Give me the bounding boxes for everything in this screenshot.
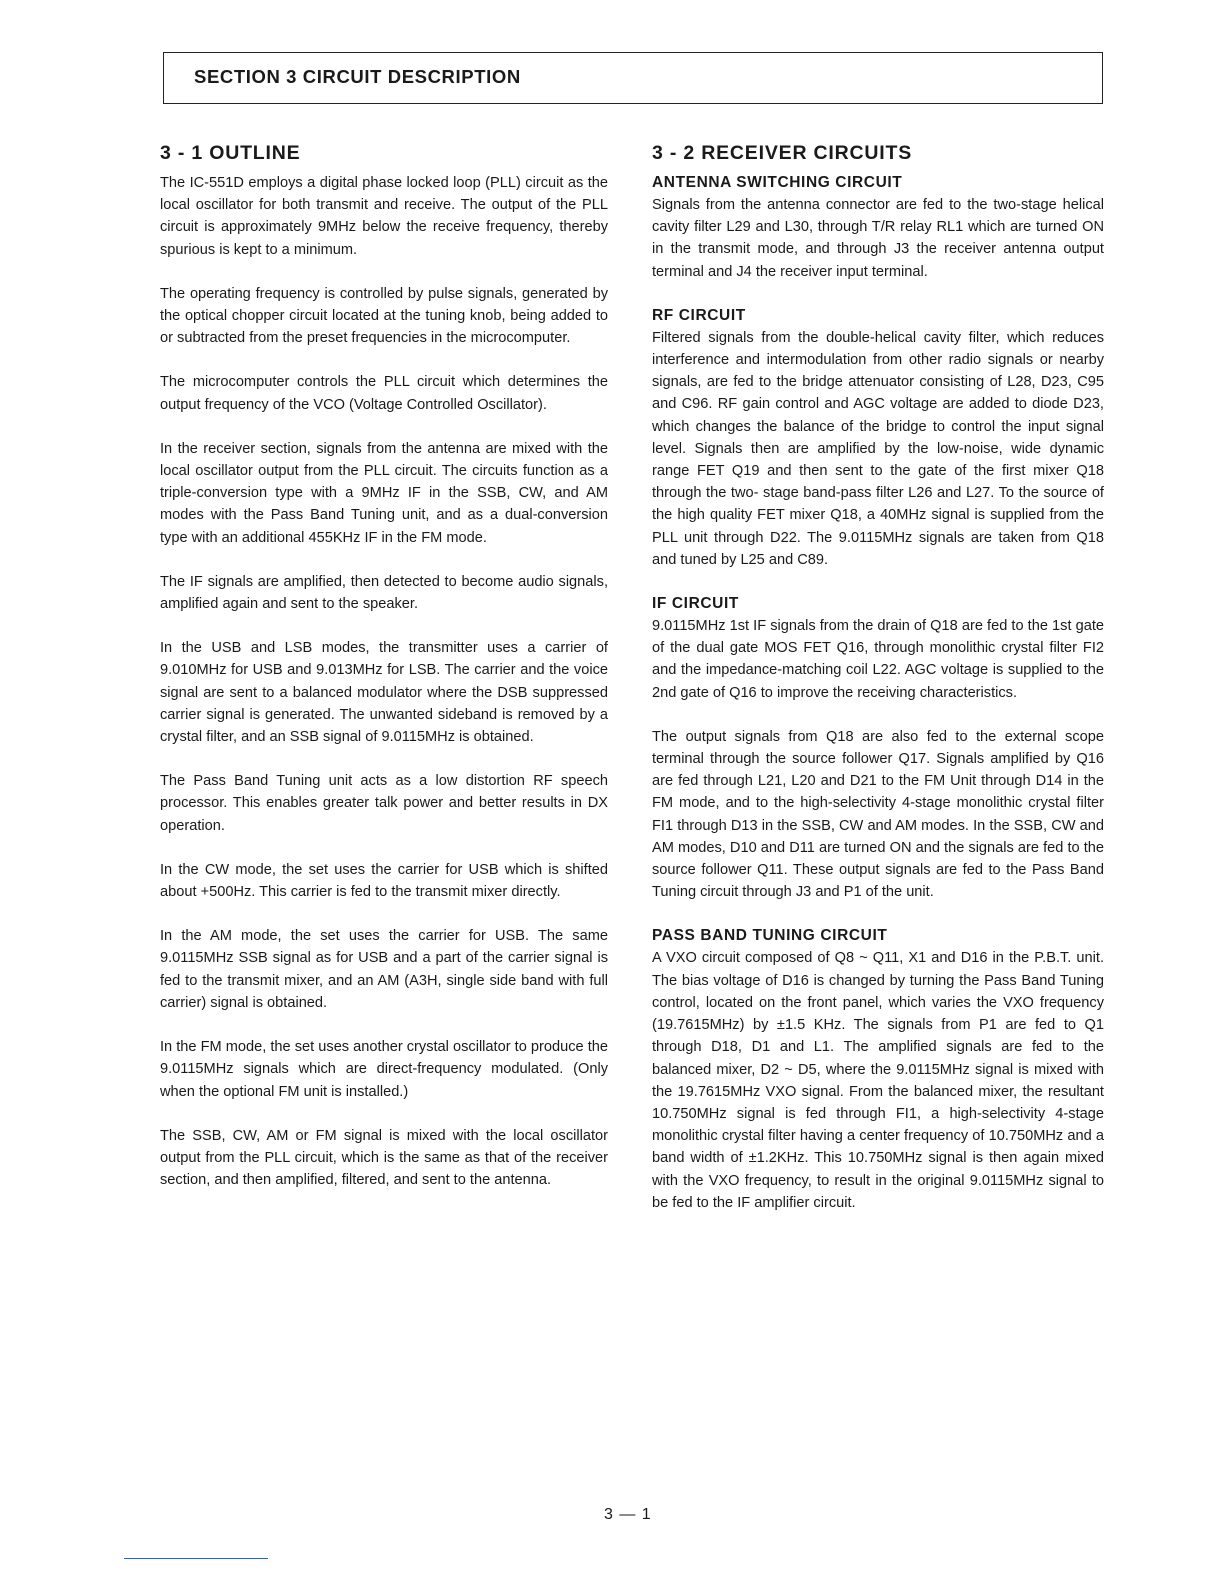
page-number: 3 — 1 [604,1506,652,1523]
section-title: SECTION 3 CIRCUIT DESCRIPTION [194,66,521,87]
antenna-switching-heading: ANTENNA SWITCHING CIRCUIT [652,174,903,191]
outline-paragraph: In the AM mode, the set uses the carrier for USB. The same 9.0115MHz SSB signal as for USB and a part of the carrier signal is fed to the transmit mixer, and an AM (A3H, single side band with full carrier) signal is obtained. [160,928,608,1011]
receiver-circuits-heading: 3 - 2 RECEIVER CIRCUITS [652,142,913,164]
outline-paragraph: The operating frequency is controlled by pulse signals, generated by the optical chopper circuit located at the tuning knob, being added to or subtracted from the preset frequencies in the microcomputer. [160,285,608,347]
rf-circuit-paragraph: Filtered signals from the double-helical cavity filter, which reduces interference and intermodulation from other radio signals or nearby signals, are fed to the bridge attenuator consisting of L28, D23, C95 and C96. RF gain control and AGC voltage are added to diode D23, which changes the balance of the bridge to control the input signal level. Signals then are amplified by the low-noise, wide dynamic range FET Q19 and then sent to the gate of the first mixer Q18 through the two- stage band-pass filter L26 and L27. To the source of the high quality FET mixer Q18, a 40MHz signal is supplied from the PLL unit through D22. The 9.0115MHz signals are taken from Q18 and tuned by L25 and C89. [652,329,1104,568]
antenna-switching-paragraph: Signals from the antenna connector are fed to the two-stage helical cavity filter L29 and L30, through T/R relay RL1 which are turned ON in the transmit mode, and through J3 the receiver antenna output terminal and J4 the receiver input terminal. [652,197,1104,280]
rf-circuit-heading: RF CIRCUIT [652,306,746,324]
section-header-box [163,52,1103,104]
outline-paragraph: In the USB and LSB modes, the transmitter uses a carrier of 9.010MHz for USB and 9.013MHz for LSB. The carrier and the voice signal are sent to a balanced modulator where the DSB suppressed carrier signal is generated. The unwanted sideband is removed by a crystal filter, and an SSB signal of 9.0115MHz is obtained. [160,640,608,746]
outline-paragraph: In the CW mode, the set uses the carrier for USB which is shifted about +500Hz. This carrier is fed to the transmit mixer directly. [160,861,608,901]
if-circuit-paragraph: 9.0115MHz 1st IF signals from the drain of Q18 are fed to the 1st gate of the dual gate MOS FET Q16, through monolithic crystal filter FI2 and the impedance-matching coil L22. AGC voltage is supplied to the 2nd gate of Q16 to improve the receiving characteristics. [652,618,1104,701]
if-circuit-paragraph: The output signals from Q18 are also fed to the external scope terminal through the source follower Q17. Signals amplified by Q16 are fed through L21, L20 and D21 to the FM Unit through D14 in the FM mode, and to the high-selectivity 4-stage monolithic crystal filter FI1 through D13 in the SSB, CW and AM modes. In the SSB, CW and AM modes, D10 and D11 are turned ON and the signals are fed to the source follower Q11. These output signals are fed to the Pass Band Tuning circuit through J3 and P1 of the unit. [652,728,1104,901]
outline-paragraph: In the receiver section, signals from the antenna are mixed with the local oscillator output from the PLL circuit. The circuits function as a triple-conversion type with a 9MHz IF in the SSB, CW, and AM modes with the Pass Band Tuning unit, and as a dual-conversion type with an additional 455KHz IF in the FM mode. [160,440,608,546]
right-column [652,140,1104,1214]
outline-paragraph: The IC-551D employs a digital phase locked loop (PLL) circuit as the local oscillator for both transmit and receive. The output of the PLL circuit is approximately 9MHz below the receive frequency, thereby spurious is kept to a minimum. [160,175,608,258]
left-column [160,140,608,1191]
outline-paragraph: The SSB, CW, AM or FM signal is mixed with the local oscillator output from the PLL circuit, which is the same as that of the receiver section, and then amplified, filtered, and sent to the antenna. [160,1127,608,1189]
outline-paragraph: The microcomputer controls the PLL circuit which determines the output frequency of the VCO (Voltage Controlled Oscillator). [160,374,608,413]
if-circuit-heading: IF CIRCUIT [652,595,739,613]
outline-heading: 3 - 1 OUTLINE [160,142,301,164]
pbt-circuit-paragraph: A VXO circuit composed of Q8 ~ Q11, X1 and D16 in the P.B.T. unit. The bias voltage of D16 is changed by turning the Pass Band Tuning control, located on the front panel, which varies the VXO frequency (19.7615MHz) by ±1.5 KHz. The signals from P1 are fed to Q1 through D18, D1 and L1. The amplified signals are fed to the balanced mixer, D2 ~ D5, where the 9.0115MHz signal is mixed with the 19.7615MHz VXO signal. From the balanced mixer, the resultant 10.750MHz signal is fed through FI1, a high-selectivity 4-stage monolithic crystal filter having a center frequency of 10.750MHz and a band width of ±1.2KHz. This 10.750MHz signal is then again mixed with the VXO frequency, to result in the original 9.0115MHz signal to be fed to the IF amplifier circuit. [652,950,1104,1211]
outline-paragraph: The IF signals are amplified, then detected to become audio signals, amplified again and sent to the speaker. [160,573,608,613]
outline-paragraph: The Pass Band Tuning unit acts as a low distortion RF speech processor. This enables greater talk power and better results in DX operation. [160,773,608,834]
footer-rule [124,1558,268,1559]
pbt-circuit-heading: PASS BAND TUNING CIRCUIT [652,927,888,945]
outline-paragraph: In the FM mode, the set uses another crystal oscillator to produce the 9.0115MHz signals which are direct-frequency modulated. (Only when the optional FM unit is installed.) [160,1039,608,1100]
